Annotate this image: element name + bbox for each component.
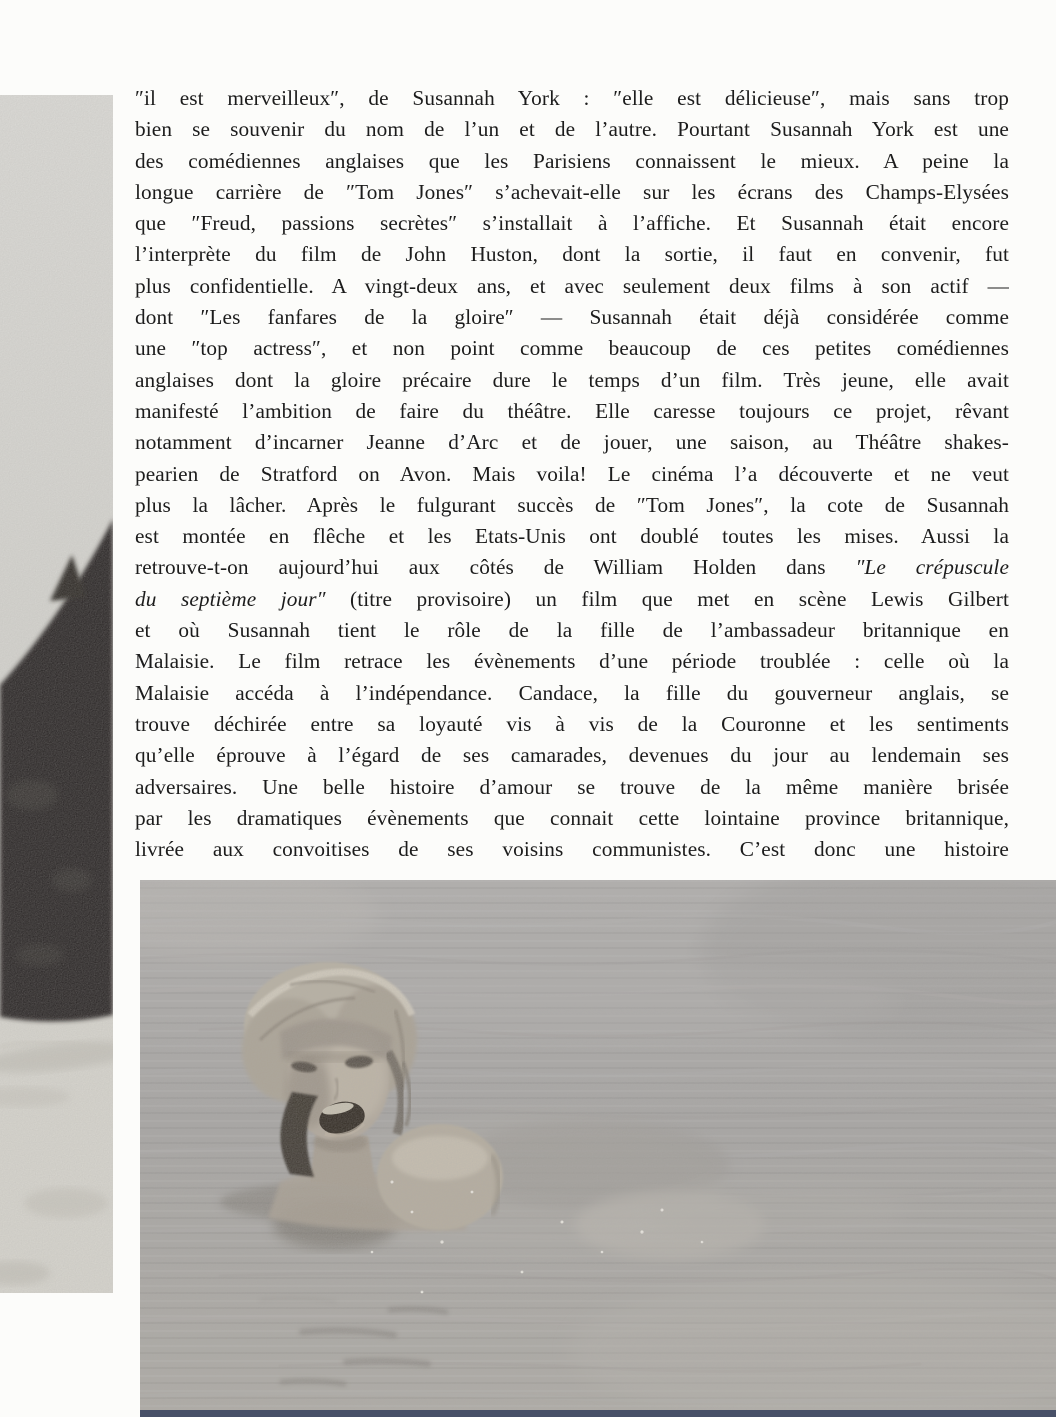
strip-grain-overlay — [0, 95, 113, 1293]
text-line-3: des comédiennes anglaises que les Parisiens connaissent le mieux. A peine la — [135, 148, 1009, 173]
text-line-12: notamment d’incarner Jeanne d’Arc et de jouer, une saison, au Théâtre shakes- — [135, 430, 1009, 455]
text-line-7: plus confidentielle. A vingt-deux ans, et avec seulement deux films à son actif — — [135, 273, 1009, 298]
text-line-25: livrée aux convoitises de ses voisins communistes. C’est donc une histoire — [135, 837, 1009, 862]
grain-overlay — [140, 880, 1056, 1417]
text-line-15: est montée en flêche et les Etats-Unis ont doublé toutes les mises. Aussi la — [135, 524, 1009, 549]
text-line-4: longue carrière de ″Tom Jones″ s’achevait-elle sur les écrans des Champs-Elysées — [135, 179, 1009, 204]
text-line-10: anglaises dont la gloire précaire dure le temps d’un film. Très jeune, elle avait — [135, 367, 1009, 392]
left-photo-strip — [0, 95, 113, 1293]
text-line-14: plus la lâcher. Après le fulgurant succès de ″Tom Jones″, la cote de Susannah — [135, 492, 1009, 517]
text-line-9: une ″top actress″, et non point comme beaucoup de ces petites comédiennes — [135, 336, 1009, 361]
text-line-16: retrouve-t-on aujourd’hui aux côtés de William Holden dans ″Le crépuscule — [135, 555, 1009, 580]
left-photo-strip-art — [0, 95, 113, 1293]
text-line-8: dont ″Les fanfares de la gloire″ — Susannah était déjà considérée comme — [135, 305, 1009, 330]
text-line-17: du septième jour″ (titre provisoire) un film que met en scène Lewis Gilbert — [135, 586, 1009, 611]
text-line-1: ″il est merveilleux″, de Susannah York : ″elle est délicieuse″, mais sans trop — [135, 86, 1009, 110]
article-text — [135, 83, 1009, 865]
swim-photo-art — [140, 880, 1056, 1417]
text-line-21: trouve déchirée entre sa loyauté vis à vis de la Couronne et les sentiments — [135, 711, 1009, 736]
text-line-13: pearien de Stratford on Avon. Mais voila! Le cinéma l’a découverte et ne veut — [135, 461, 1009, 486]
text-line-24: par les dramatiques évènements que connait cette lointaine province britannique, — [135, 805, 1009, 830]
text-line-22: qu’elle éprouve à l’égard de ses camarades, devenues du jour au lendemain ses — [135, 743, 1009, 768]
text-line-5: que ″Freud, passions secrètes″ s’installait à l’affiche. Et Susannah était encore — [135, 211, 1009, 236]
text-line-23: adversaires. Une belle histoire d’amour se trouve de la même manière brisée — [135, 774, 1009, 799]
text-line-20: Malaisie accéda à l’indépendance. Candace, la fille du gouverneur anglais, se — [135, 680, 1009, 705]
text-line-2: bien se souvenir du nom de l’un et de l’autre. Pourtant Susannah York est une — [135, 117, 1009, 142]
text-line-6: l’interprète du film de John Huston, dont la sortie, il faut en convenir, fut — [135, 242, 1009, 267]
text-line-19: Malaisie. Le film retrace les évènements d’une période troublée : celle où la — [135, 649, 1009, 674]
text-line-18: et où Susannah tient le rôle de la fille de l’ambassadeur britannique en — [135, 618, 1009, 643]
swim-photo — [140, 880, 1056, 1417]
photo-bottom-strip — [140, 1410, 1056, 1417]
text-line-11: manifesté l’ambition de faire du théâtre. Elle caresse toujours ce projet, rêvant — [135, 398, 1009, 423]
